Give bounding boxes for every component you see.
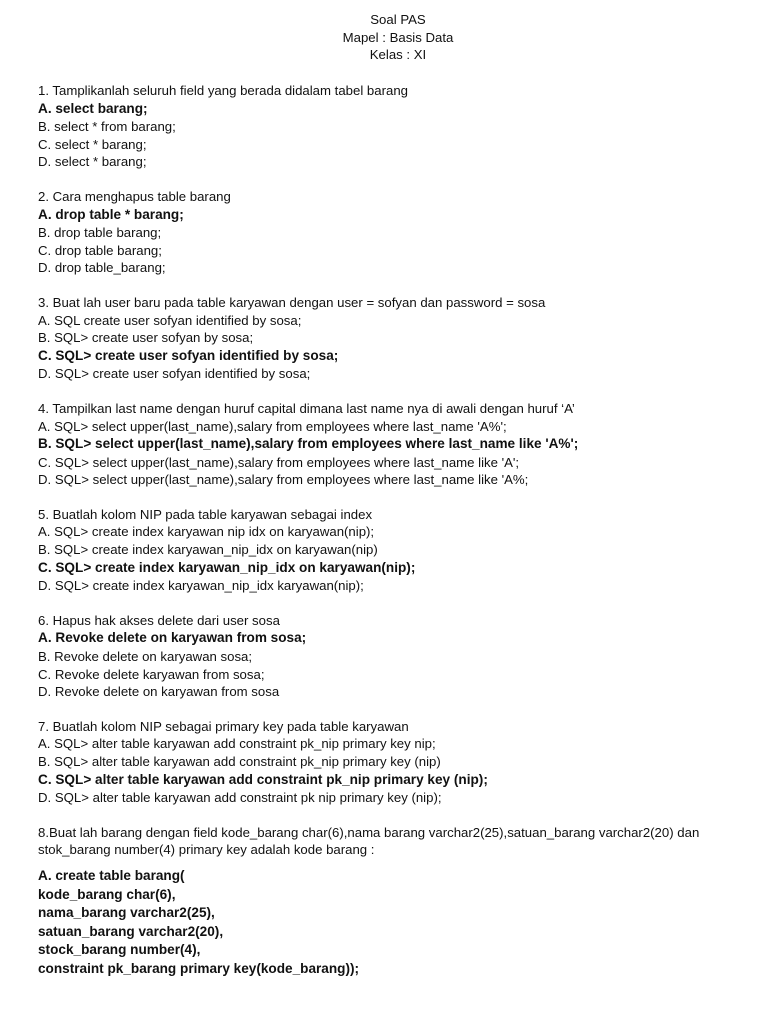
option-d: D. SQL> create index karyawan_nip_idx karyawan(nip); [38,578,364,594]
answer-line: satuan_barang varchar2(20), [38,923,224,939]
option-a: A. Revoke delete on karyawan from sosa; [38,630,307,646]
option-b: B. SQL> create index karyawan_nip_idx on karyawan(nip) [38,542,378,558]
option-b: B. SQL> select upper(last_name),salary from employees where last_name like 'A%'; [38,436,579,452]
question-text: 5. Buatlah kolom NIP pada table karyawan sebagai index [38,506,373,522]
question-text: 7. Buatlah kolom NIP sebagai primary key pada table karyawan [38,718,409,734]
option-d: D. drop table_barang; [38,260,166,276]
option-c: C. SQL> create index karyawan_nip_idx on karyawan(nip); [38,559,416,575]
question-2 [38,188,750,277]
option-a: A. SQL> select upper(last_name),salary from employees where last_name 'A%'; [38,418,507,434]
option-a: A. drop table * barang; [38,206,184,222]
option-b: B. select * from barang; [38,119,176,135]
option-c: C. SQL> select upper(last_name),salary from employees where last_name like 'A'; [38,454,520,470]
answer-line: kode_barang char(6), [38,886,176,902]
question-text: 8.Buat lah barang dengan field kode_barang char(6),nama barang varchar2(25),satuan_barang varchar2(20) dan stok_barang number(4) primary key adalah kode barang : [38,824,700,858]
document-header [0,11,768,64]
question-8 [38,824,750,979]
option-d: D. Revoke delete on karyawan from sosa [38,684,280,700]
option-c: C. SQL> create user sofyan identified by sosa; [38,347,339,363]
question-text: 4. Tampilkan last name dengan huruf capital dimana last name nya di awali dengan huruf ‘A’ [38,400,575,416]
spacer [38,859,750,867]
answer-line: constraint pk_barang primary key(kode_barang)); [38,960,360,976]
question-text: 3. Buat lah user baru pada table karyawan dengan user = sofyan dan password = sosa [38,294,546,310]
option-d: D. select * barang; [38,154,147,170]
option-b: B. Revoke delete on karyawan sosa; [38,649,253,665]
answer-line: stock_barang number(4), [38,942,201,958]
option-b: B. SQL> create user sofyan by sosa; [38,330,254,346]
document-subject: Mapel : Basis Data [342,29,454,45]
option-c: C. drop table barang; [38,242,162,258]
option-c: C. select * barang; [38,136,147,152]
question-3 [38,294,750,383]
document-class: Kelas : XI [369,47,427,63]
option-a: A. SQL create user sofyan identified by sosa; [38,312,302,328]
question-1 [38,82,750,171]
option-d: D. SQL> alter table karyawan add constraint pk nip primary key (nip); [38,790,442,806]
answer-line: nama_barang varchar2(25), [38,905,215,921]
question-7 [38,718,750,807]
option-a: A. SQL> create index karyawan nip idx on karyawan(nip); [38,524,375,540]
option-a: A. select barang; [38,100,148,116]
question-list [38,82,750,996]
question-6 [38,612,750,701]
option-d: D. SQL> select upper(last_name),salary from employees where last_name like 'A%; [38,472,529,488]
question-4 [38,400,750,489]
option-a: A. SQL> alter table karyawan add constraint pk_nip primary key nip; [38,736,436,752]
question-text: 2. Cara menghapus table barang [38,188,231,204]
answer-line: A. create table barang( [38,867,185,883]
question-text: 1. Tamplikanlah seluruh field yang berada didalam tabel barang [38,83,408,98]
option-b: B. drop table barang; [38,225,162,241]
question-5 [38,506,750,595]
option-b: B. SQL> alter table karyawan add constraint pk_nip primary key (nip) [38,754,441,769]
option-d: D. SQL> create user sofyan identified by sosa; [38,366,311,382]
document-title: Soal PAS [370,12,426,27]
question-text: 6. Hapus hak akses delete dari user sosa [38,612,280,628]
option-c: C. Revoke delete karyawan from sosa; [38,666,265,682]
option-c: C. SQL> alter table karyawan add constraint pk_nip primary key (nip); [38,771,488,787]
